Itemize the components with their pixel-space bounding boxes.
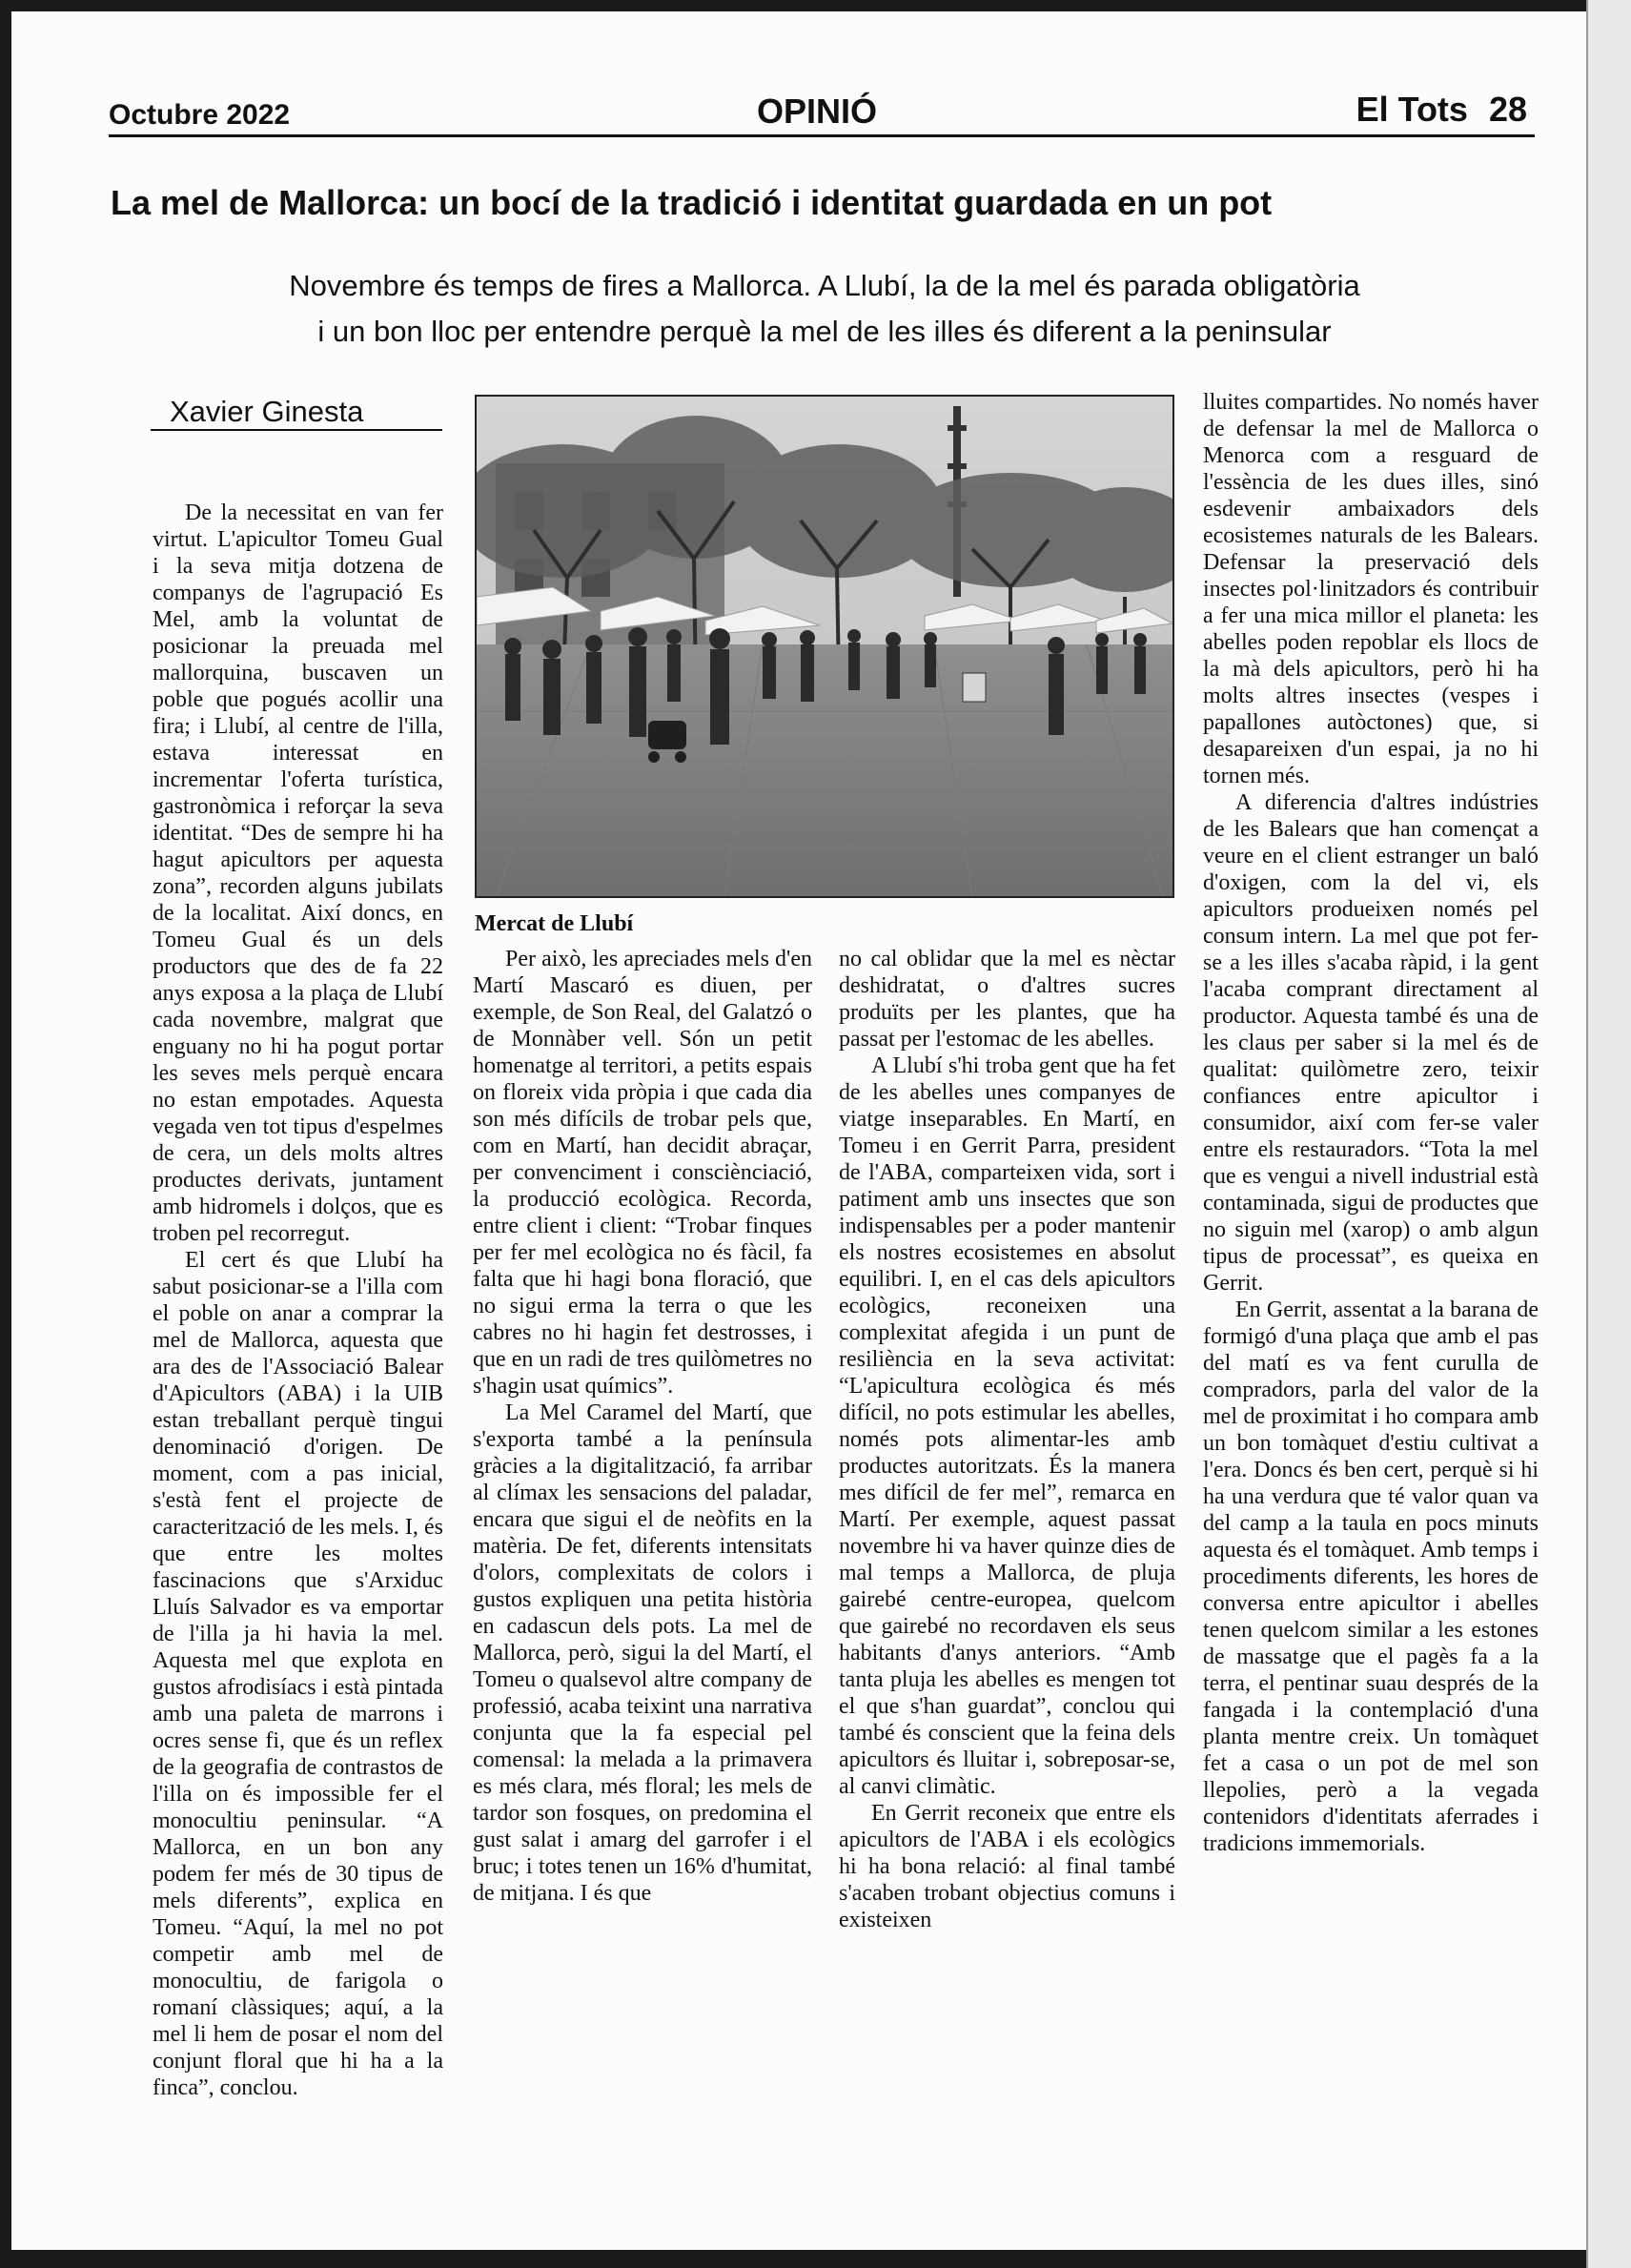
article-column-4	[1203, 389, 1539, 1857]
paragraph: A Llubí s'hi troba gent que ha fet de les abelles unes companyes de viatge inseparables. En Martí, en Tomeu i en Gerrit Parra, president de l'ABA, comparteixen vida, sort i patiment amb uns insectes que son indispensables per a poder mantenir els nostres ecosistemes en absolut equilibri. I, en el cas dels apicultors ecològics, reconeixen una complexitat afegida i un punt de resiliència en la seva activitat: “L'apicultura ecològica és més difícil, no pots estimular les abelles, només pots alimentar-les amb productes autoritzats. És la manera mes difícil de fer mel”, remarca en Martí. Per exemple, aquest passat novembre hi va haver quinze dies de mal temps a Mallorca, de pluja gairebé centre-europea, quelcom que gairebé no recordaven els seus habitants d'anys anteriors. “Amb tanta pluja les abelles es mengen tot el que s'han guardat”, conclou qui també és conscient que la feina dels apicultors és lluitar i, sobreposar-se, al canvi climàtic.	[839, 1053, 1175, 1799]
market-photo	[475, 395, 1174, 898]
paragraph: no cal oblidar que la mel es nèctar deshidratat, o d'altres sucres produïts per les plantes, que ha passat per l'estomac de les abelles.	[839, 947, 1175, 1052]
publication-name: El Tots	[1356, 90, 1468, 129]
paragraph: En Gerrit, assentat a la barana de formigó d'una plaça que amb el pas del matí es va fent curulla de compradors, parla del valor de la mel de proximitat i ho compara amb un bon tomàquet d'estiu cultivat a l'era. Doncs és ben cert, perquè si hi ha una verdura que té valor quan va del camp a la taula en pocs minuts aquesta és el tomàquet. Amb temps i procediments diferents, les hores de conversa entre apicultor i abelles tenen quelcom similar a les estones de massatge que el pagès fa a la terra, el pentinar suau després de la fangada i la contemplació d'una planta mentre creix. Un tomàquet fet a casa o un pot de mel son llepolies, però a la vegada contenidors d'identitats aferrades i tradicions immemorials.	[1203, 1297, 1539, 1856]
section-name: OPINIÓ	[756, 92, 878, 131]
article-subhead	[114, 263, 1535, 355]
author-byline: Xavier Ginesta	[170, 395, 364, 428]
page-number: 28	[1488, 90, 1527, 129]
article-column-2	[473, 946, 812, 1907]
paragraph: La Mel Caramel del Martí, que s'exporta també a la península gràcies a la digitalització, fa arribar al clímax les sensacions del paladar, encara que sigui el de neòfits en la matèria. De fet, diferents intensitats d'olors, complexitats de colors i gustos expliquen una petita història en cadascun dels pots. La mel de Mallorca, però, sigui la del Martí, el Tomeu o qualsevol altre company de professió, acaba teixint una narrativa conjunta que la fa especial pel comensal: la melada a la primavera es més clara, més floral; les mels de tardor son fosques, on predomina el gust salat i amarg del garrofer i el bruc; i totes tenen un 16% d'humitat, de mitjana. I és que	[473, 1400, 812, 1906]
subhead-line-1: Novembre és temps de fires a Mallorca. A Llubí, la de la mel és parada obligatòria	[289, 269, 1360, 302]
page-header	[99, 88, 1535, 135]
paragraph: A diferencia d'altres indústries de les Balears que han començat a veure en el client estranger un baló d'oxigen, com la del vi, els apicultors produeixen només pel consum intern. La mel que pot fer-se a les illes s'acaba ràpid, i la gent l'acaba comprant directament al productor. Aquesta també és una de les claus per saber si la mel és de qualitat: quilòmetre zero, teixir confiances entre apicultor i consumidor, així com fer-se valer entre els restauradors. “Tota la mel que es vengui a nivell industrial està contaminada, sigui de productes que no siguin mel (xarop) o amb algun tipus de processat”, es queixa en Gerrit.	[1203, 790, 1539, 1296]
header-rule	[109, 134, 1535, 137]
paragraph: lluites compartides. No només haver de defensar la mel de Mallorca o Menorca com a resguard de l'essència de les dues illes, sinó esdevenir ambaixadors dels ecosistemes naturals de les Balears. Defensar la preservació dels insectes pol·linitzadors és contribuir a fer una mica millor el planeta: les abelles poden repoblar els llocs de la mà dels apicultors, però hi ha molts altres insectes (vespes i papallones autòctones) que, si desapareixen d'un espai, ja no hi tornen més.	[1203, 390, 1539, 788]
market-square-photo-image	[477, 397, 1172, 896]
issue-date: Octubre 2022	[109, 99, 291, 131]
article-column-1	[153, 500, 443, 2101]
subhead-line-2: i un bon lloc per entendre perquè la mel de les illes és diferent a la peninsular	[317, 315, 1332, 349]
paragraph: Per això, les apreciades mels d'en Martí Mascaró es diuen, per exemple, de Son Real, del Galatzó o de Monnàber vell. Són un petit homenatge al territori, a petits espais on floreix vida pròpia i que cada dia son més difícils de trobar pels que, com en Martí, han decidit abraçar, per convenciment i consciènciació, la producció ecològica. Recorda, entre client i client: “Trobar finques per fer mel ecològica no és fàcil, fa falta que hi hagi bona floració, que no sigui erma la terra o que les cabres no hi hagin fet destrosses, i que en un radi de tres quilòmetres no s'hagin usat químics”.	[473, 947, 812, 1399]
paragraph: El cert és que Llubí ha sabut posicionar-se a l'illa com el poble on anar a comprar la mel de Mallorca, aquesta que ara des de l'Associació Balear d'Apicultors (ABA) i la UIB estan treballant perquè tingui denominació d'origen. De moment, com a pas inicial, s'està fent el projecte de caracterització de les mels. I, és que entre les moltes fascinacions que s'Arxiduc Lluís Salvador es va emportar de l'illa ja hi havia la mel. Aquesta mel que explota en gustos afrodisíacs i està pintada amb una paleta de marrons i ocres sense fi, que és un reflex de la geografia de contrastos de l'illa on és impossible fer el monocultiu peninsular. “A Mallorca, en un bon any podem fer més de 30 tipus de mels diferents”, explica en Tomeu. “Aquí, la mel no pot competir amb mel de monocultiu, de farigola o romaní clàssiques; aquí, a la mel li hem de posar el nom del conjunt floral que hi ha a la finca”, conclou.	[153, 1248, 443, 2100]
paragraph: En Gerrit reconeix que entre els apicultors de l'ABA i els ecològics hi ha bona relació: al final també s'acaben trobant objectius comuns i existeixen	[839, 1801, 1175, 1932]
photo-caption: Mercat de Llubí	[475, 911, 634, 936]
header-right	[1335, 90, 1527, 130]
article-headline: La mel de Mallorca: un bocí de la tradició i identitat guardada en un pot	[111, 183, 1273, 222]
article-column-3	[839, 946, 1175, 1933]
paragraph: De la necessitat en van fer virtut. L'apicultor Tomeu Gual i la seva mitja dotzena de companys de l'agrupació Es Mel, amb la voluntat de posicionar la preuada mel mallorquina, buscaven un poble que pogués acollir una fira; i Llubí, al centre de l'illa, estava interessat en incrementar l'oferta turística, gastronòmica i reforçar la seva identitat. “Des de sempre hi ha hagut apicultors per aquesta zona”, recorden alguns jubilats de la localitat. Així doncs, en Tomeu Gual és un dels productors que des de fa 22 anys exposa a la plaça de Llubí cada novembre, malgrat que enguany no hi ha pogut portar les seves mels perquè encara no estan empotades. Aquesta vegada ven tot tipus d'espelmes de cera, un dels molts altres productes derivats, juntament amb hidromels i dolços, que es troben pel recorregut.	[153, 501, 443, 1246]
adjacent-page-edge	[1586, 0, 1631, 2268]
byline-rule	[151, 429, 442, 431]
